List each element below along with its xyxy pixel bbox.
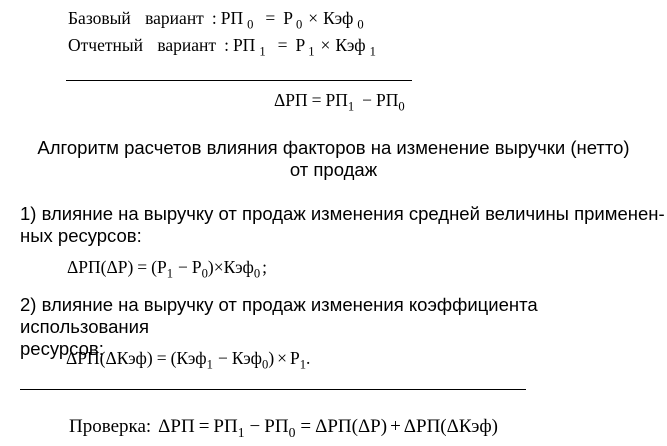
- item2-line2: ресурсов:: [20, 338, 104, 359]
- divider-top: [66, 80, 412, 81]
- item1-line2: ных ресурсов:: [20, 225, 142, 246]
- item1-formula: $\Delta РП(\Delta Р) = (Р_1 - Р_0)\times Кэф_0$ ;: [67, 257, 267, 281]
- check-formula: Проверка: $\Delta РП = РП_1 - РП_0 = \Delta РП(\Delta Р) + \Delta РП(\Delta Кэф)$: [69, 416, 498, 440]
- delta-formula: $\Delta РП = РП_1 - РП_0$: [274, 90, 405, 114]
- item2-line1: 2) влияние на выручку от продаж изменения коэффициента использования: [20, 294, 538, 337]
- algorithm-title-line2: от продаж: [289, 159, 378, 180]
- report-variant-label: Отчетный вариант: [68, 35, 217, 55]
- base-variant-label: Базовый вариант: [68, 8, 204, 28]
- algorithm-title: [0, 137, 667, 181]
- item1-line1: 1) влияние на выручку от продаж изменения средней величины применен-: [20, 203, 665, 224]
- divider-bottom: [20, 389, 526, 390]
- item2-formula: $\Delta РП(\Delta Кэф) = (Кэф_1 - Кэф_0) \times Р_1$.: [66, 348, 311, 372]
- algorithm-title-line1: Алгоритм расчетов влияния факторов на изменение выручки (нетто): [37, 137, 630, 158]
- report-variant-formula: Отчетный вариант : РП $_1$ = Р $_1$ × Кэф $_1$: [68, 35, 376, 59]
- item1-text: [20, 203, 665, 247]
- check-label: Проверка:: [69, 416, 152, 437]
- base-variant-formula: Базовый вариант : РП $_0$ = Р $_0$ × Кэф $_0$: [68, 8, 364, 32]
